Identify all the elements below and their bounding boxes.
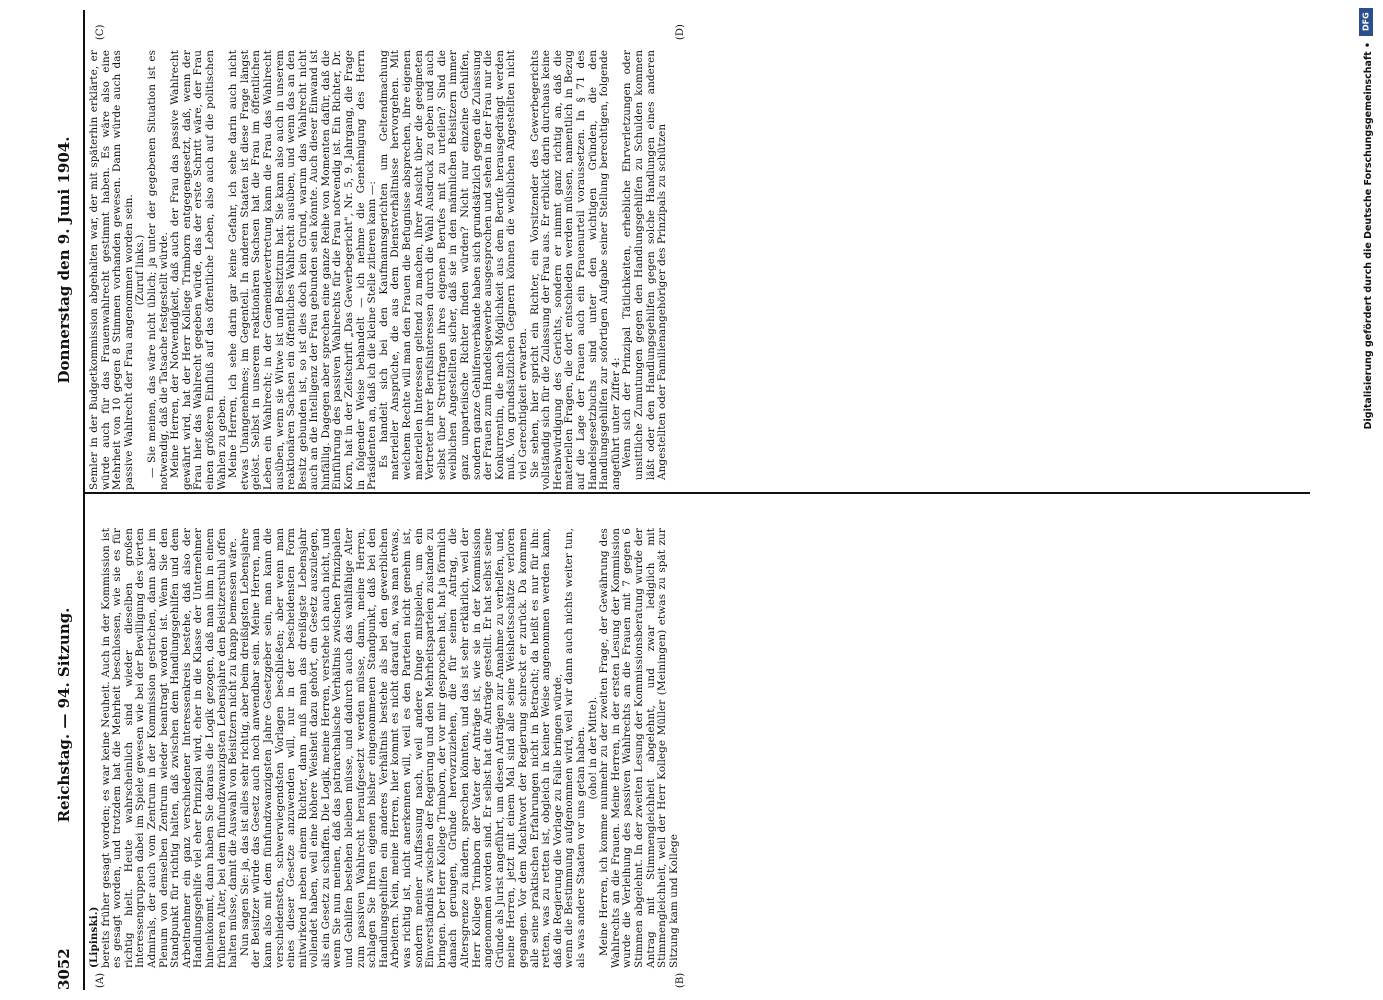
paragraph: wenn die Bestimmung aufgenommen wird, weil wir dann auch nichts weiter tun, als was andere Staaten vor uns getan haben. (563, 528, 587, 968)
speaker-tag: (Lipinski.) (88, 906, 100, 968)
quotation: Wenn sich der Prinzipal Tätlichkeiten, erhebliche Ehrverletzungen oder unsittliche Zumutungen gegen den Handlungsgehilfen zu Schulden kommen läßt oder den Handlungsgehilfen gegen solche Handlungen eines anderen Angestellten oder Familienangehöriger des Prinzipals zu schützen (621, 50, 669, 480)
header-rule (83, 10, 85, 990)
paragraph: Meine Herren, der Notwendigkeit, daß auch der Frau das passive Wahlrecht gewährt wird, hat der Herr Kollege Trimborn entgegengesetzt, daß, wenn der Frau hier das Wahlrecht gegeben würde, das der erste Schritt wäre, der Frau einen größeren Einfluß auf das öffentliche Leben, also auch auf die politischen Wahlen zu geben. (169, 50, 228, 490)
paragraph: Semler in der Budgetkommission abgehalten war, der mit späterhin erklärte, er würde auch für das Frauenwahlrecht gestimmt haben. Es wäre also eine Mehrheit von 10 gegen 8 Stimmen vorhanden gewesen. Dann würde auch das passive Wahlrecht der Frau angenommen worden sein. (88, 50, 135, 490)
running-title-right: Donnerstag den 9. Juni 1904. (55, 136, 73, 384)
paragraph: Meine Herren, ich sehe darin gar keine Gefahr, ich sehe darin auch nicht etwas Unangenehmes; im Gegenteil. In anderen Staaten ist diese Frage längst gelöst. Selbst in unserem reaktionären Sachsen hat die Frau im öffentlichen Leben ein Wahlrecht; in der Gemeindevertretung kann die Frau das Wahlrecht ausüben, wenn sie Witwe ist und Besitztum hat. Sie kann also auch in unserem reaktionären Sachsen ein öffentliches Wahlrecht ausüben, und wenn das an den Besitz gebunden ist, so ist dies doch kein Grund, warum das Wahlrecht nicht auch an die Intelligenz der Frau gebunden sein könnte. Auch dieser Einwand ist hinfällig. Dagegen aber sprechen eine ganze Reihe von Momenten dafür, daß die Einführung des passiven Wahlrechts für die Frau notwendig ist. Ein Richter, Dr. Korn, hat in der Zeitschrift „Das Gewerbegericht", Nr. 5, 9. Jahrgang, die Frage in folgender Weise behandelt — ich nehme die Genehmigung des Herrn Präsidenten an, daß ich die kleine Stelle zitieren kann —: (227, 50, 379, 490)
rotated-page (55, 10, 1305, 990)
running-title-left: Reichstag. — 94. Sitzung. (55, 607, 73, 823)
dfg-notice: Digitalisierung gefördert durch die Deutsche Forschungsgemeinschaft • (1363, 42, 1374, 430)
right-column (89, 50, 669, 490)
paragraph: Meine Herren, ich komme nunmehr zu der zweiten Frage, der Gewährung des Wahlrechts an die Frauen. Meine Herren, in der ersten Lesung der Kommission wurde die Verleihung des passiven Wahlrechts an die Frauen mit 7 gegen 6 Stimmen abgelehnt. In der zweiten Lesung der Kommissionsberatung wurde der Antrag mit Stimmengleichheit abgelehnt, und zwar lediglich mit Stimmengleichheit, weil der Herr Kollege Müller (Meiningen) etwas zu spät zur Sitzung kam und Kollege (598, 528, 680, 968)
column-divider (85, 492, 1310, 494)
interjection: (oho! in der Mitte). (586, 696, 599, 800)
left-column (89, 528, 680, 968)
marker-c: (C) (95, 24, 106, 40)
quotation: Es handelt sich bei den Kaufmannsgerichten um Geltendmachung materieller Ansprüche, die aus dem Dienstverhältnisse hervorgehen. Mit welchem Rechte will man den Frauen die Befugnisse absprechen, ihre eigenen materiellen Interessen geltend zu machen, ihrer Ansicht über die geeigneten Vertreter ihrer Berufsinteressen durch die Wahl Ausdruck zu geben und auch selbst über Streitfragen ihres eigenen Berufes mit zu urteilen? Sind die weiblichen Angestellten sicher, daß sie in den männlichen Beisitzern immer ganz unparteiische Richter finden würden? Nicht nur einzelne Gehilfen, sondern ganze Gehilfenverbände haben sich grundsätzlich gegen die Zulassung der Frauen zum Handelsgewerbe ausgesprochen und sehen in der Frau nur die Konkurrentin, die nach Möglichkeit aus dem Berufe herausgedrängt werden muß. Von grundsätzlichen Gegnern können die weiblichen Angestellten nicht viel Gerechtigkeit erwarten. (377, 50, 529, 480)
paragraph: bereits früher gesagt worden; es war keine Neuheit. Auch in der Kommission ist es gesagt worden, und trotzdem hat die Mehrheit beschlossen, wie sie es für richtig hielt. Heute wahrscheinlich sind wieder dieselben großen Interessengruppen dabei im Spiele gewesen wie bei der Bewilligung des vierten Admirals, der auch vom Zentrum in der Kommission gestrichen, dann aber im Plenum von demselben Zentrum wieder beantragt worden ist. Wenn Sie den Standpunkt für richtig halten, daß zwischen dem Handlungsgehilfen und dem Arbeitnehmer ein ganz verschiedener Interessenkreis bestehe, daß also der Handlungsgehilfe viel eher Prinzipal wird, eher in die Klasse der Unternehmer hineinkommt, dann haben Sie daraus die Logik gezogen, daß man ihm in einem früheren Alter, bei dem fünfundzwanzigsten Lebensjahre den Beisitzerstuhl offen halten müsse, damit die Auswahl von Beisitzern nicht zu knapp bemessen wäre. (99, 528, 240, 968)
paragraph: Sie sehen, hier spricht ein Richter, ein Vorsitzender des Gewerbegerichts vollständig sich für die Zulassung der Frau aus. Er erblickt darin durchaus keine Herabwürdigung des Gerichts, sondern er nimmt ganz richtig an, daß die materiellen Fragen, die dort entschieden werden müssen, namentlich in Bezug auf die Lage der Frauen auch ein Frauenurteil voraussetzen. In § 71 des Handelsgesetzbuchs sind unter den wichtigen Gründen, die den Handlungsgehilfen zur sofortigen Aufgabe seiner Stellung berechtigen, folgende angeführt unter Ziffer 4: (528, 50, 622, 490)
paragraph: — Sie meinen, das wäre nicht üblich; ja unter der gegebenen Situation ist es notwendig, daß die Tatsache festgestellt würde. (145, 50, 170, 490)
dfg-logo: DFG (1359, 8, 1373, 36)
page-header (55, 10, 81, 990)
page-number: 3052 (55, 948, 73, 990)
interjection: (Zuruf links.) (134, 234, 147, 306)
marker-d: (D) (675, 24, 686, 40)
paragraph: Nun sagen Sie: ja, das ist alles sehr richtig, aber beim dreißigsten Lebensjahre der Beisitzer würde das Gesetz auch noch anwendbar sein. Meine Herren, man kann also mit dem fünfundzwanzigsten Jahre Gesetzgeber sein, man kann die verschiedensten, schwerwiegendsten Vorlagen beschließen; aber wenn man eines dieser Gesetze anzuwenden will, nur in der bescheidensten Form mitwirkend neben einem Richter, dann muß man das dreißigste Lebensjahr vollendet haben, weil eine höhere Weisheit dazu gehört, ein Gesetz auszulegen, als ein Gesetz zu schaffen. Die Logik, meine Herren, verstehe ich auch nicht, und wenn Sie nun meinen, daß das patriarchalische Verhältnis zwischen Prinzipalen und Gehilfen bestehen bleiben müsse, und dadurch auch das wahlfähige Alter zum passiven Wahlrecht heraufgesetzt werden müsse, dann, meine Herren, schlagen Sie Ihren eigenen bisher eingenommenen Standpunkt, daß bei den Handlungsgehilfen ein anderes Verhältnis bestehe als bei den gewerblichen Arbeitern. Nein, meine Herren, hier kommt es nicht darauf an, was man etwas, was richtig ist, nicht anerkennen will, weil es den Parteien nicht genehm ist, sondern meiner Auffassung nach, weil andere Dinge mitspielen, um ein Einverständnis zwischen der Regierung und den Mehrheitsparteien zustande zu bringen. Der Herr Kollege Trimborn, der vor mir gesprochen hat, hat ja förmlich danach gerungen, Gründe hervorzuziehen, die für seinen Antrag, die Altersgrenze zu ändern, sprechen könnten, und das ist sehr erklärlich, weil der Herr Kollege Trimborn der Vater der Anträge ist, wie sie in der Kommission angenommen worden sind. Er selbst hat die Anträge gestellt. Er hat selbst seine Gründe als Jurist angeführt, um diesen Anträgen zur Annahme zu verhelfen, und, meine Herren, jetzt mit einem Mal sind alle seine Weisheitsschätze verloren gegangen. Vor dem Machtwort der Regierung schreckt er zurück. Da kommen alle seine praktischen Erfahrungen nicht in Betracht; da heißt es nur für ihn: retten, was zu retten ist, obgleich in keiner Weise angenommen werden kann, daß die Regierung die Vorlage zu Falle bringen würde, (238, 528, 564, 968)
marker-a: (A) (95, 972, 106, 988)
marker-b: (B) (675, 972, 686, 988)
